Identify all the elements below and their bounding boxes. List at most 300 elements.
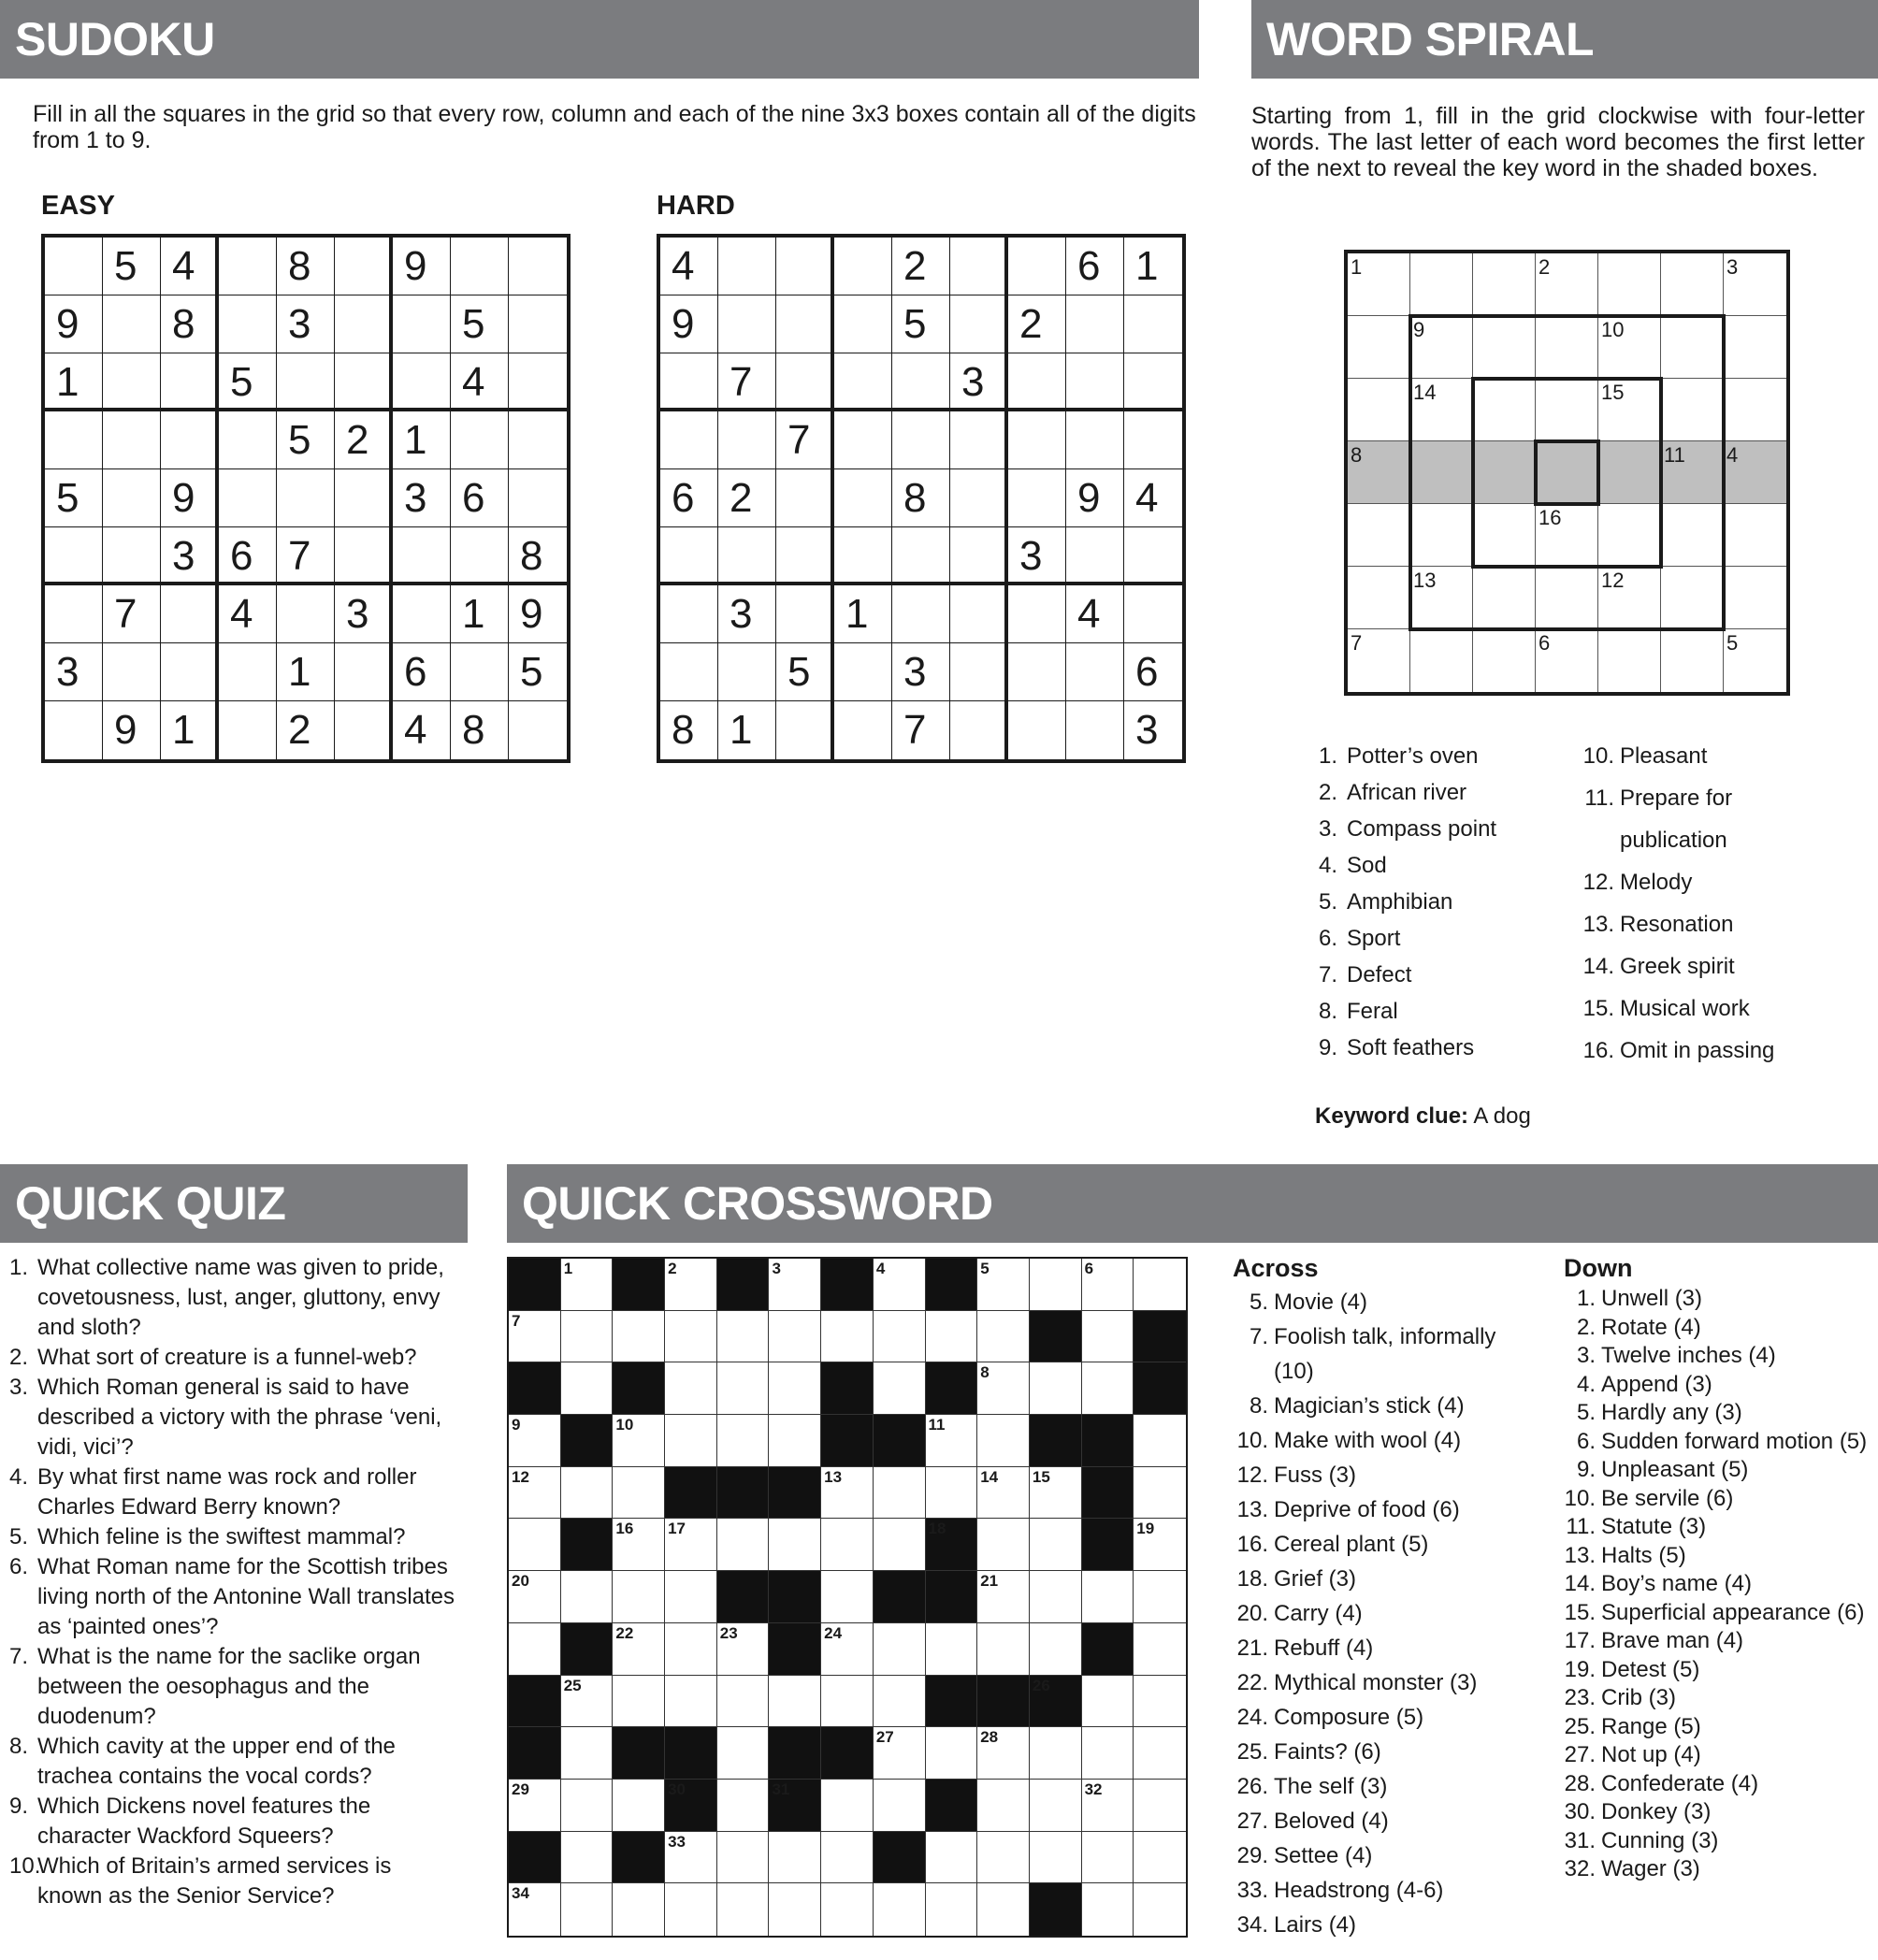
spiral-cell[interactable] bbox=[1598, 441, 1661, 504]
spiral-clue bbox=[1307, 847, 1496, 884]
spiral-cell[interactable] bbox=[1536, 379, 1598, 441]
crossword-cell[interactable] bbox=[561, 1311, 614, 1363]
spiral-cell[interactable] bbox=[1410, 629, 1473, 692]
crossword-cell[interactable] bbox=[977, 1623, 1030, 1676]
sudoku-cell[interactable] bbox=[1008, 643, 1066, 701]
spiral-cell[interactable] bbox=[1473, 316, 1536, 379]
crossword-cell[interactable] bbox=[821, 1883, 874, 1936]
crossword-cell[interactable] bbox=[1030, 1362, 1082, 1415]
crossword-cell[interactable] bbox=[977, 1311, 1030, 1363]
crossword-cell[interactable] bbox=[977, 1259, 1030, 1311]
sudoku-cell[interactable] bbox=[45, 701, 103, 759]
crossword-cell[interactable] bbox=[1082, 1832, 1134, 1884]
crossword-cell[interactable] bbox=[1082, 1311, 1134, 1363]
crossword-cell[interactable] bbox=[821, 1832, 874, 1884]
crossword-cell[interactable] bbox=[665, 1676, 717, 1728]
sudoku-cell[interactable] bbox=[103, 527, 161, 585]
crossword-cell[interactable] bbox=[769, 1311, 821, 1363]
cell-number: 9 bbox=[1413, 318, 1425, 341]
sudoku-cell[interactable] bbox=[161, 643, 219, 701]
crossword-across-clues bbox=[1233, 1251, 1532, 1942]
word-spiral-grid[interactable] bbox=[1344, 250, 1790, 696]
crossword-cell[interactable] bbox=[561, 1467, 614, 1520]
spiral-cell[interactable] bbox=[1724, 504, 1786, 567]
sudoku-cell[interactable] bbox=[509, 469, 567, 527]
sudoku-cell[interactable] bbox=[950, 701, 1008, 759]
crossword-cell[interactable] bbox=[977, 1467, 1030, 1520]
cell-number: 15 bbox=[1032, 1467, 1050, 1486]
spiral-cell[interactable] bbox=[1598, 253, 1661, 316]
crossword-cell[interactable] bbox=[1134, 1519, 1186, 1571]
sudoku-cell[interactable] bbox=[393, 585, 451, 643]
crossword-cell[interactable] bbox=[665, 1415, 717, 1467]
spiral-cell[interactable] bbox=[1724, 379, 1786, 441]
spiral-cell[interactable] bbox=[1661, 504, 1724, 567]
crossword-cell[interactable] bbox=[977, 1519, 1030, 1571]
spiral-cell[interactable] bbox=[1536, 629, 1598, 692]
spiral-cell[interactable] bbox=[1661, 441, 1724, 504]
crossword-cell[interactable] bbox=[769, 1676, 821, 1728]
crossword-cell[interactable] bbox=[769, 1415, 821, 1467]
sudoku-cell[interactable] bbox=[277, 585, 335, 643]
sudoku-cell[interactable] bbox=[393, 527, 451, 585]
sudoku-cell[interactable] bbox=[1124, 295, 1182, 353]
sudoku-cell[interactable] bbox=[1066, 643, 1124, 701]
spiral-cell[interactable] bbox=[1348, 316, 1410, 379]
crossword-cell[interactable] bbox=[717, 1623, 770, 1676]
sudoku-cell[interactable] bbox=[834, 353, 892, 411]
spiral-cell[interactable] bbox=[1473, 441, 1536, 504]
crossword-cell[interactable] bbox=[1030, 1727, 1082, 1780]
crossword-cell[interactable] bbox=[874, 1676, 926, 1728]
sudoku-cell[interactable] bbox=[103, 411, 161, 469]
sudoku-cell[interactable] bbox=[718, 295, 776, 353]
sudoku-cell[interactable] bbox=[277, 353, 335, 411]
spiral-cell[interactable] bbox=[1598, 567, 1661, 629]
crossword-cell[interactable] bbox=[874, 1883, 926, 1936]
crossword-cell[interactable] bbox=[1082, 1259, 1134, 1311]
spiral-cell[interactable] bbox=[1410, 441, 1473, 504]
sudoku-cell[interactable] bbox=[335, 701, 393, 759]
sudoku-easy-grid[interactable] bbox=[41, 234, 571, 763]
spiral-cell[interactable] bbox=[1724, 253, 1786, 316]
crossword-cell[interactable] bbox=[977, 1780, 1030, 1832]
sudoku-cell[interactable] bbox=[1066, 527, 1124, 585]
across-clue bbox=[1233, 1423, 1532, 1458]
easy-label: EASY bbox=[41, 191, 115, 221]
crossword-cell[interactable] bbox=[717, 1519, 770, 1571]
sudoku-cell[interactable] bbox=[718, 643, 776, 701]
crossword-cell[interactable] bbox=[821, 1780, 874, 1832]
spiral-cell[interactable] bbox=[1536, 441, 1598, 504]
sudoku-cell[interactable] bbox=[45, 238, 103, 295]
sudoku-cell[interactable] bbox=[834, 238, 892, 295]
sudoku-cell[interactable] bbox=[718, 238, 776, 295]
sudoku-cell[interactable] bbox=[1066, 353, 1124, 411]
down-clue bbox=[1564, 1428, 1872, 1457]
crossword-cell[interactable] bbox=[1134, 1415, 1186, 1467]
sudoku-cell[interactable] bbox=[509, 353, 567, 411]
sudoku-cell[interactable] bbox=[219, 238, 277, 295]
sudoku-cell[interactable] bbox=[950, 469, 1008, 527]
sudoku-cell[interactable] bbox=[776, 585, 834, 643]
crossword-cell[interactable] bbox=[821, 1676, 874, 1728]
spiral-clue bbox=[1307, 993, 1496, 1030]
sudoku-cell[interactable] bbox=[335, 643, 393, 701]
spiral-cell[interactable] bbox=[1410, 379, 1473, 441]
crossword-cell[interactable] bbox=[665, 1259, 717, 1311]
sudoku-cell[interactable] bbox=[718, 527, 776, 585]
sudoku-cell[interactable] bbox=[950, 295, 1008, 353]
crossword-cell[interactable] bbox=[665, 1519, 717, 1571]
crossword-cell[interactable] bbox=[717, 1883, 770, 1936]
spiral-cell[interactable] bbox=[1473, 379, 1536, 441]
spiral-cell[interactable] bbox=[1598, 316, 1661, 379]
sudoku-cell[interactable] bbox=[509, 701, 567, 759]
sudoku-cell[interactable] bbox=[103, 295, 161, 353]
sudoku-cell[interactable] bbox=[834, 643, 892, 701]
crossword-cell[interactable] bbox=[769, 1362, 821, 1415]
sudoku-cell[interactable] bbox=[660, 527, 718, 585]
crossword-cell[interactable] bbox=[926, 1883, 978, 1936]
crossword-cell[interactable] bbox=[665, 1362, 717, 1415]
sudoku-cell[interactable] bbox=[335, 238, 393, 295]
sudoku-cell[interactable] bbox=[103, 353, 161, 411]
sudoku-cell[interactable] bbox=[451, 643, 509, 701]
sudoku-cell[interactable] bbox=[161, 411, 219, 469]
sudoku-cell[interactable] bbox=[950, 238, 1008, 295]
crossword-cell[interactable] bbox=[926, 1415, 978, 1467]
clue-text: Mythical monster (3) bbox=[1274, 1670, 1478, 1695]
spiral-cell[interactable] bbox=[1724, 441, 1786, 504]
sudoku-cell[interactable] bbox=[892, 527, 950, 585]
crossword-cell[interactable] bbox=[977, 1571, 1030, 1623]
crossword-cell[interactable] bbox=[613, 1883, 665, 1936]
sudoku-cell[interactable] bbox=[393, 353, 451, 411]
sudoku-cell[interactable] bbox=[1008, 701, 1066, 759]
crossword-cell[interactable] bbox=[613, 1415, 665, 1467]
crossword-cell[interactable] bbox=[665, 1311, 717, 1363]
crossword-cell[interactable] bbox=[665, 1832, 717, 1884]
sudoku-cell[interactable] bbox=[45, 411, 103, 469]
spiral-cell[interactable] bbox=[1473, 504, 1536, 567]
sudoku-cell[interactable] bbox=[1008, 238, 1066, 295]
spiral-cell[interactable] bbox=[1473, 253, 1536, 316]
crossword-cell[interactable] bbox=[1082, 1362, 1134, 1415]
spiral-cell[interactable] bbox=[1724, 629, 1786, 692]
sudoku-cell[interactable] bbox=[950, 527, 1008, 585]
crossword-cell[interactable] bbox=[1134, 1259, 1186, 1311]
crossword-cell[interactable] bbox=[613, 1623, 665, 1676]
cell-number: 5 bbox=[980, 1260, 990, 1277]
spiral-cell[interactable] bbox=[1536, 253, 1598, 316]
clue-number: 6. bbox=[1318, 925, 1337, 951]
crossword-cell[interactable] bbox=[509, 1415, 561, 1467]
spiral-cell[interactable] bbox=[1348, 253, 1410, 316]
crossword-cell[interactable] bbox=[874, 1519, 926, 1571]
crossword-cell[interactable] bbox=[613, 1519, 665, 1571]
sudoku-cell[interactable] bbox=[335, 469, 393, 527]
crossword-cell[interactable] bbox=[561, 1259, 614, 1311]
sudoku-cell[interactable] bbox=[1066, 295, 1124, 353]
crossword-cell[interactable] bbox=[717, 1727, 770, 1780]
sudoku-cell[interactable] bbox=[660, 643, 718, 701]
crossword-cell[interactable] bbox=[1030, 1519, 1082, 1571]
crossword-cell[interactable] bbox=[717, 1832, 770, 1884]
crossword-cell[interactable] bbox=[874, 1727, 926, 1780]
crossword-cell[interactable] bbox=[1134, 1676, 1186, 1728]
cell-number: 1 bbox=[1351, 255, 1363, 279]
crossword-cell[interactable] bbox=[561, 1727, 614, 1780]
crossword-cell[interactable] bbox=[1082, 1780, 1134, 1832]
crossword-cell[interactable] bbox=[874, 1780, 926, 1832]
down-clue bbox=[1564, 1656, 1872, 1685]
sudoku-cell[interactable] bbox=[161, 353, 219, 411]
sudoku-cell[interactable] bbox=[1008, 353, 1066, 411]
crossword-cell[interactable] bbox=[926, 1311, 978, 1363]
sudoku-cell[interactable] bbox=[1008, 411, 1066, 469]
crossword-cell[interactable] bbox=[509, 1623, 561, 1676]
spiral-cell[interactable] bbox=[1661, 567, 1724, 629]
crossword-cell[interactable] bbox=[874, 1259, 926, 1311]
crossword-cell[interactable] bbox=[1030, 1571, 1082, 1623]
word-spiral-clues-left bbox=[1307, 738, 1496, 1066]
sudoku-cell[interactable] bbox=[1124, 527, 1182, 585]
crossword-cell[interactable] bbox=[561, 1362, 614, 1415]
sudoku-cell[interactable] bbox=[335, 295, 393, 353]
crossword-cell[interactable] bbox=[613, 1467, 665, 1520]
spiral-cell[interactable] bbox=[1348, 567, 1410, 629]
sudoku-cell[interactable] bbox=[451, 238, 509, 295]
spiral-cell[interactable] bbox=[1661, 379, 1724, 441]
sudoku-cell[interactable] bbox=[103, 643, 161, 701]
crossword-cell[interactable] bbox=[977, 1832, 1030, 1884]
crossword-cell[interactable] bbox=[977, 1362, 1030, 1415]
spiral-cell[interactable] bbox=[1348, 504, 1410, 567]
crossword-cell[interactable] bbox=[1030, 1259, 1082, 1311]
spiral-cell[interactable] bbox=[1410, 253, 1473, 316]
sudoku-cell[interactable] bbox=[834, 701, 892, 759]
crossword-cell[interactable] bbox=[1134, 1623, 1186, 1676]
crossword-cell[interactable] bbox=[769, 1519, 821, 1571]
clue-number: 16. bbox=[1582, 1038, 1614, 1063]
sudoku-hard-grid[interactable] bbox=[657, 234, 1186, 763]
sudoku-cell[interactable] bbox=[660, 585, 718, 643]
crossword-grid[interactable] bbox=[507, 1257, 1188, 1938]
crossword-cell[interactable] bbox=[874, 1311, 926, 1363]
spiral-cell[interactable] bbox=[1473, 567, 1536, 629]
crossword-cell[interactable] bbox=[561, 1883, 614, 1936]
sudoku-cell[interactable] bbox=[45, 527, 103, 585]
down-clue bbox=[1564, 1285, 1872, 1314]
crossword-cell[interactable] bbox=[717, 1362, 770, 1415]
crossword-cell[interactable] bbox=[1082, 1676, 1134, 1728]
spiral-cell[interactable] bbox=[1536, 504, 1598, 567]
crossword-cell[interactable] bbox=[769, 1883, 821, 1936]
crossword-cell[interactable] bbox=[509, 1571, 561, 1623]
crossword-cell[interactable] bbox=[665, 1883, 717, 1936]
crossword-cell[interactable] bbox=[1134, 1780, 1186, 1832]
crossword-cell[interactable] bbox=[613, 1311, 665, 1363]
crossword-cell[interactable] bbox=[821, 1519, 874, 1571]
crossword-cell[interactable] bbox=[509, 1311, 561, 1363]
sudoku-cell[interactable] bbox=[950, 411, 1008, 469]
sudoku-cell[interactable] bbox=[834, 469, 892, 527]
crossword-cell[interactable] bbox=[821, 1311, 874, 1363]
sudoku-cell[interactable] bbox=[776, 469, 834, 527]
crossword-cell[interactable] bbox=[509, 1467, 561, 1520]
crossword-cell[interactable] bbox=[1134, 1571, 1186, 1623]
sudoku-cell[interactable] bbox=[776, 295, 834, 353]
crossword-cell[interactable] bbox=[926, 1467, 978, 1520]
clue-text: Superficial appearance (6) bbox=[1601, 1599, 1865, 1625]
crossword-cell[interactable] bbox=[561, 1571, 614, 1623]
sudoku-cell[interactable] bbox=[660, 353, 718, 411]
crossword-cell[interactable] bbox=[926, 1623, 978, 1676]
crossword-cell[interactable] bbox=[1030, 1623, 1082, 1676]
crossword-cell[interactable] bbox=[613, 1780, 665, 1832]
spiral-cell[interactable] bbox=[1661, 316, 1724, 379]
crossword-cell[interactable] bbox=[926, 1727, 978, 1780]
black-square bbox=[926, 1780, 978, 1832]
sudoku-cell[interactable] bbox=[834, 411, 892, 469]
crossword-cell[interactable] bbox=[717, 1415, 770, 1467]
crossword-cell[interactable] bbox=[1030, 1467, 1082, 1520]
cell-number: 24 bbox=[824, 1623, 843, 1642]
crossword-cell[interactable] bbox=[1082, 1571, 1134, 1623]
sudoku-cell: 9 bbox=[103, 701, 161, 759]
sudoku-cell[interactable] bbox=[660, 411, 718, 469]
crossword-cell[interactable] bbox=[509, 1780, 561, 1832]
sudoku-cell[interactable] bbox=[451, 527, 509, 585]
crossword-cell[interactable] bbox=[613, 1571, 665, 1623]
crossword-cell[interactable] bbox=[1134, 1832, 1186, 1884]
crossword-cell[interactable] bbox=[613, 1676, 665, 1728]
crossword-cell[interactable] bbox=[977, 1415, 1030, 1467]
spiral-cell[interactable] bbox=[1598, 379, 1661, 441]
sudoku-cell[interactable] bbox=[335, 353, 393, 411]
keyword-clue-text: A dog bbox=[1468, 1103, 1531, 1129]
crossword-cell[interactable] bbox=[874, 1623, 926, 1676]
crossword-cell[interactable] bbox=[1030, 1832, 1082, 1884]
sudoku-cell[interactable] bbox=[1124, 411, 1182, 469]
spiral-cell[interactable] bbox=[1473, 629, 1536, 692]
crossword-cell[interactable] bbox=[561, 1832, 614, 1884]
crossword-cell[interactable] bbox=[717, 1311, 770, 1363]
spiral-cell[interactable] bbox=[1536, 567, 1598, 629]
crossword-cell[interactable] bbox=[821, 1571, 874, 1623]
sudoku-cell[interactable] bbox=[1008, 469, 1066, 527]
crossword-cell[interactable] bbox=[1030, 1780, 1082, 1832]
sudoku-cell[interactable] bbox=[1008, 585, 1066, 643]
spiral-cell[interactable] bbox=[1598, 629, 1661, 692]
sudoku-cell[interactable] bbox=[393, 295, 451, 353]
spiral-cell[interactable] bbox=[1348, 629, 1410, 692]
crossword-cell[interactable] bbox=[874, 1467, 926, 1520]
spiral-cell[interactable] bbox=[1598, 504, 1661, 567]
sudoku-cell[interactable] bbox=[219, 411, 277, 469]
crossword-cell[interactable] bbox=[561, 1780, 614, 1832]
sudoku-cell[interactable] bbox=[161, 585, 219, 643]
sudoku-cell[interactable] bbox=[103, 469, 161, 527]
crossword-cell[interactable] bbox=[769, 1832, 821, 1884]
crossword-cell[interactable] bbox=[665, 1571, 717, 1623]
sudoku-cell[interactable] bbox=[892, 353, 950, 411]
spiral-cell[interactable] bbox=[1661, 253, 1724, 316]
spiral-cell[interactable] bbox=[1348, 441, 1410, 504]
crossword-cell[interactable] bbox=[1082, 1883, 1134, 1936]
sudoku-cell[interactable] bbox=[219, 701, 277, 759]
sudoku-cell[interactable] bbox=[892, 411, 950, 469]
spiral-clue bbox=[1579, 1030, 1803, 1072]
sudoku-cell[interactable] bbox=[1124, 353, 1182, 411]
crossword-cell[interactable] bbox=[821, 1467, 874, 1520]
spiral-cell[interactable] bbox=[1661, 629, 1724, 692]
sudoku-cell[interactable] bbox=[776, 353, 834, 411]
crossword-cell[interactable] bbox=[717, 1676, 770, 1728]
crossword-cell[interactable] bbox=[977, 1883, 1030, 1936]
crossword-cell[interactable] bbox=[977, 1727, 1030, 1780]
sudoku-cell[interactable] bbox=[277, 469, 335, 527]
crossword-cell[interactable] bbox=[665, 1623, 717, 1676]
sudoku-cell[interactable] bbox=[1066, 411, 1124, 469]
sudoku-cell[interactable] bbox=[834, 527, 892, 585]
sudoku-cell[interactable] bbox=[1066, 701, 1124, 759]
crossword-cell[interactable] bbox=[926, 1832, 978, 1884]
spiral-cell[interactable] bbox=[1536, 316, 1598, 379]
sudoku-cell[interactable] bbox=[335, 527, 393, 585]
sudoku-cell[interactable] bbox=[950, 643, 1008, 701]
sudoku-cell[interactable] bbox=[1124, 585, 1182, 643]
sudoku-cell[interactable] bbox=[776, 701, 834, 759]
spiral-cell[interactable] bbox=[1724, 316, 1786, 379]
sudoku-cell[interactable] bbox=[219, 469, 277, 527]
clue-number: 9. bbox=[1576, 1457, 1596, 1482]
sudoku-cell[interactable] bbox=[892, 585, 950, 643]
sudoku-cell[interactable] bbox=[950, 585, 1008, 643]
crossword-cell[interactable] bbox=[1082, 1727, 1134, 1780]
crossword-cell[interactable] bbox=[717, 1780, 770, 1832]
crossword-cell[interactable] bbox=[821, 1623, 874, 1676]
sudoku-cell[interactable] bbox=[718, 411, 776, 469]
spiral-cell[interactable] bbox=[1724, 567, 1786, 629]
sudoku-cell[interactable] bbox=[219, 295, 277, 353]
sudoku-cell[interactable] bbox=[776, 527, 834, 585]
crossword-cell[interactable] bbox=[874, 1362, 926, 1415]
crossword-cell[interactable] bbox=[769, 1259, 821, 1311]
crossword-cell[interactable] bbox=[561, 1676, 614, 1728]
sudoku-cell[interactable] bbox=[509, 411, 567, 469]
sudoku-cell[interactable] bbox=[509, 295, 567, 353]
spiral-cell[interactable] bbox=[1410, 567, 1473, 629]
crossword-cell[interactable] bbox=[509, 1883, 561, 1936]
crossword-cell[interactable] bbox=[1134, 1883, 1186, 1936]
sudoku-cell[interactable] bbox=[451, 411, 509, 469]
spiral-cell[interactable] bbox=[1410, 504, 1473, 567]
sudoku-cell[interactable] bbox=[509, 238, 567, 295]
spiral-cell[interactable] bbox=[1410, 316, 1473, 379]
crossword-down-clues bbox=[1564, 1251, 1872, 1884]
sudoku-cell[interactable] bbox=[45, 585, 103, 643]
sudoku-cell[interactable] bbox=[776, 238, 834, 295]
down-clue bbox=[1564, 1399, 1872, 1428]
sudoku-cell[interactable] bbox=[219, 643, 277, 701]
crossword-cell[interactable] bbox=[1134, 1727, 1186, 1780]
crossword-cell[interactable] bbox=[1134, 1467, 1186, 1520]
spiral-cell[interactable] bbox=[1348, 379, 1410, 441]
sudoku-cell[interactable] bbox=[834, 295, 892, 353]
crossword-cell[interactable] bbox=[509, 1519, 561, 1571]
